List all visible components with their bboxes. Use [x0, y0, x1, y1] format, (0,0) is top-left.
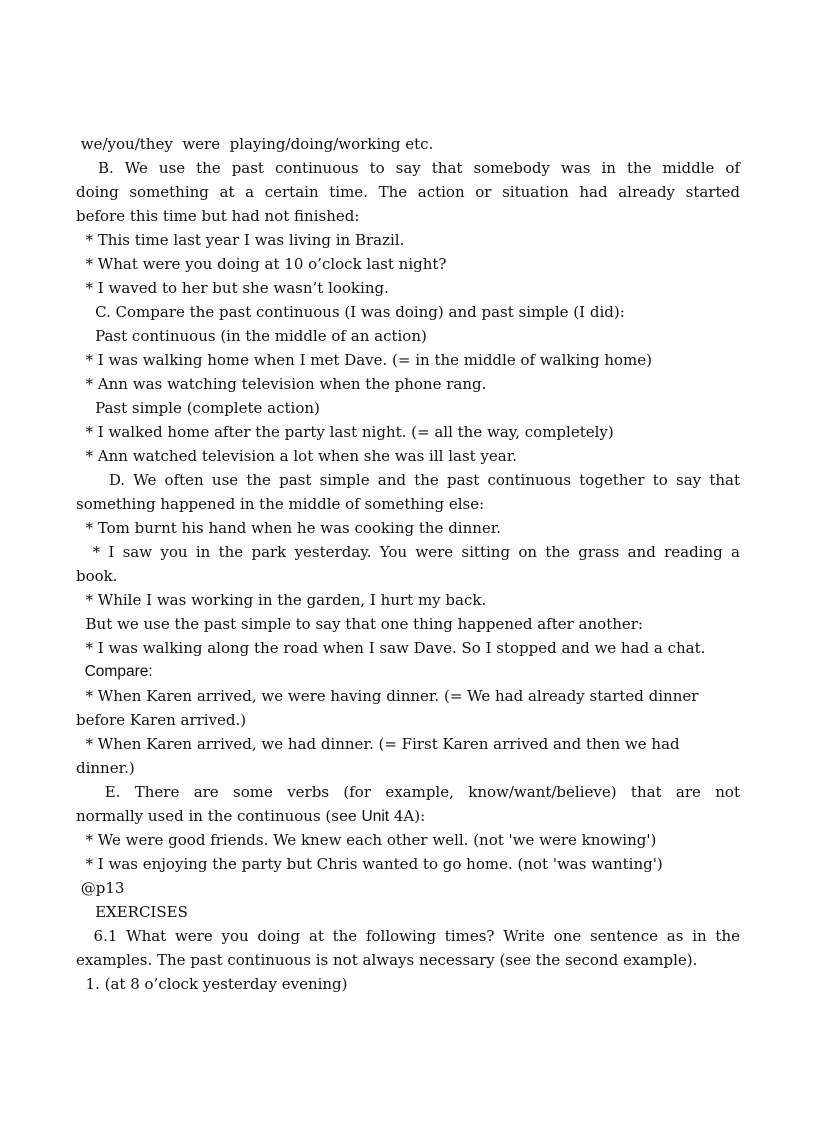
text-line: But we use the past simple to say that one thing happened after another:	[76, 615, 643, 633]
text-line: * I was walking home when I met Dave. (= in the middle of walking home)	[76, 351, 652, 369]
text-line: C. Compare the past continuous (I was doing) and past simple (I did):	[76, 303, 625, 321]
text-line: dinner.)	[76, 759, 135, 777]
text-line: Past continuous (in the middle of an action)	[76, 327, 427, 345]
text-line: * While I was working in the garden, I hurt my back.	[76, 591, 487, 609]
text-line: * When Karen arrived, we had dinner. (= First Karen arrived and then we had	[76, 735, 680, 753]
text-line: * I saw you in the park yesterday. You were sitting on the grass and reading a	[76, 543, 740, 561]
text-line	[76, 804, 740, 829]
text-line: * Ann watched television a lot when she was ill last year.	[76, 447, 518, 465]
text-line: Compare:	[76, 663, 153, 680]
text-line: * Ann was watching television when the phone rang.	[76, 375, 487, 393]
text-line: * I was walking along the road when I saw Dave. So I stopped and we had a chat.	[76, 639, 706, 657]
text-line: * I waved to her but she wasn’t looking.	[76, 279, 389, 297]
text-line: Past simple (complete action)	[76, 399, 320, 417]
text-line: * We were good friends. We knew each other well. (not 'we were knowing')	[76, 831, 657, 849]
text-line: B. We use the past continuous to say that somebody was in the middle of	[76, 159, 740, 177]
text-segment: 4A):	[389, 807, 426, 825]
text-line: before Karen arrived.)	[76, 711, 247, 729]
unit-word: Unit	[361, 808, 390, 825]
section-heading: EXERCISES	[76, 903, 188, 921]
text-segment: normally used in the continuous (see	[76, 807, 362, 825]
text-line: * This time last year I was living in Brazil.	[76, 231, 405, 249]
text-line: D. We often use the past simple and the past continuous together to say that	[76, 471, 740, 489]
text-line: * I walked home after the party last night. (= all the way, completely)	[76, 423, 614, 441]
text-line: * What were you doing at 10 o’clock last night?	[76, 255, 447, 273]
page-marker: @p13	[76, 879, 125, 897]
text-line: book.	[76, 567, 118, 585]
text-line: E. There are some verbs (for example, know/want/believe) that are not	[76, 783, 740, 801]
text-line: before this time but had not finished:	[76, 207, 360, 225]
text-line: * When Karen arrived, we were having dinner. (= We had already started dinner	[76, 687, 699, 705]
text-line: something happened in the middle of something else:	[76, 495, 485, 513]
text-line: examples. The past continuous is not always necessary (see the second example).	[76, 951, 698, 969]
text-line: 6.1 What were you doing at the following times? Write one sentence as in the	[76, 927, 740, 945]
text-line: we/you/they were playing/doing/working etc.	[76, 135, 434, 153]
text-line: * I was enjoying the party but Chris wanted to go home. (not 'was wanting')	[76, 855, 663, 873]
text-line: 1. (at 8 o’clock yesterday evening)	[76, 975, 348, 993]
text-line: * Tom burnt his hand when he was cooking the dinner.	[76, 519, 502, 537]
text-line: doing something at a certain time. The action or situation had already started	[76, 183, 740, 201]
